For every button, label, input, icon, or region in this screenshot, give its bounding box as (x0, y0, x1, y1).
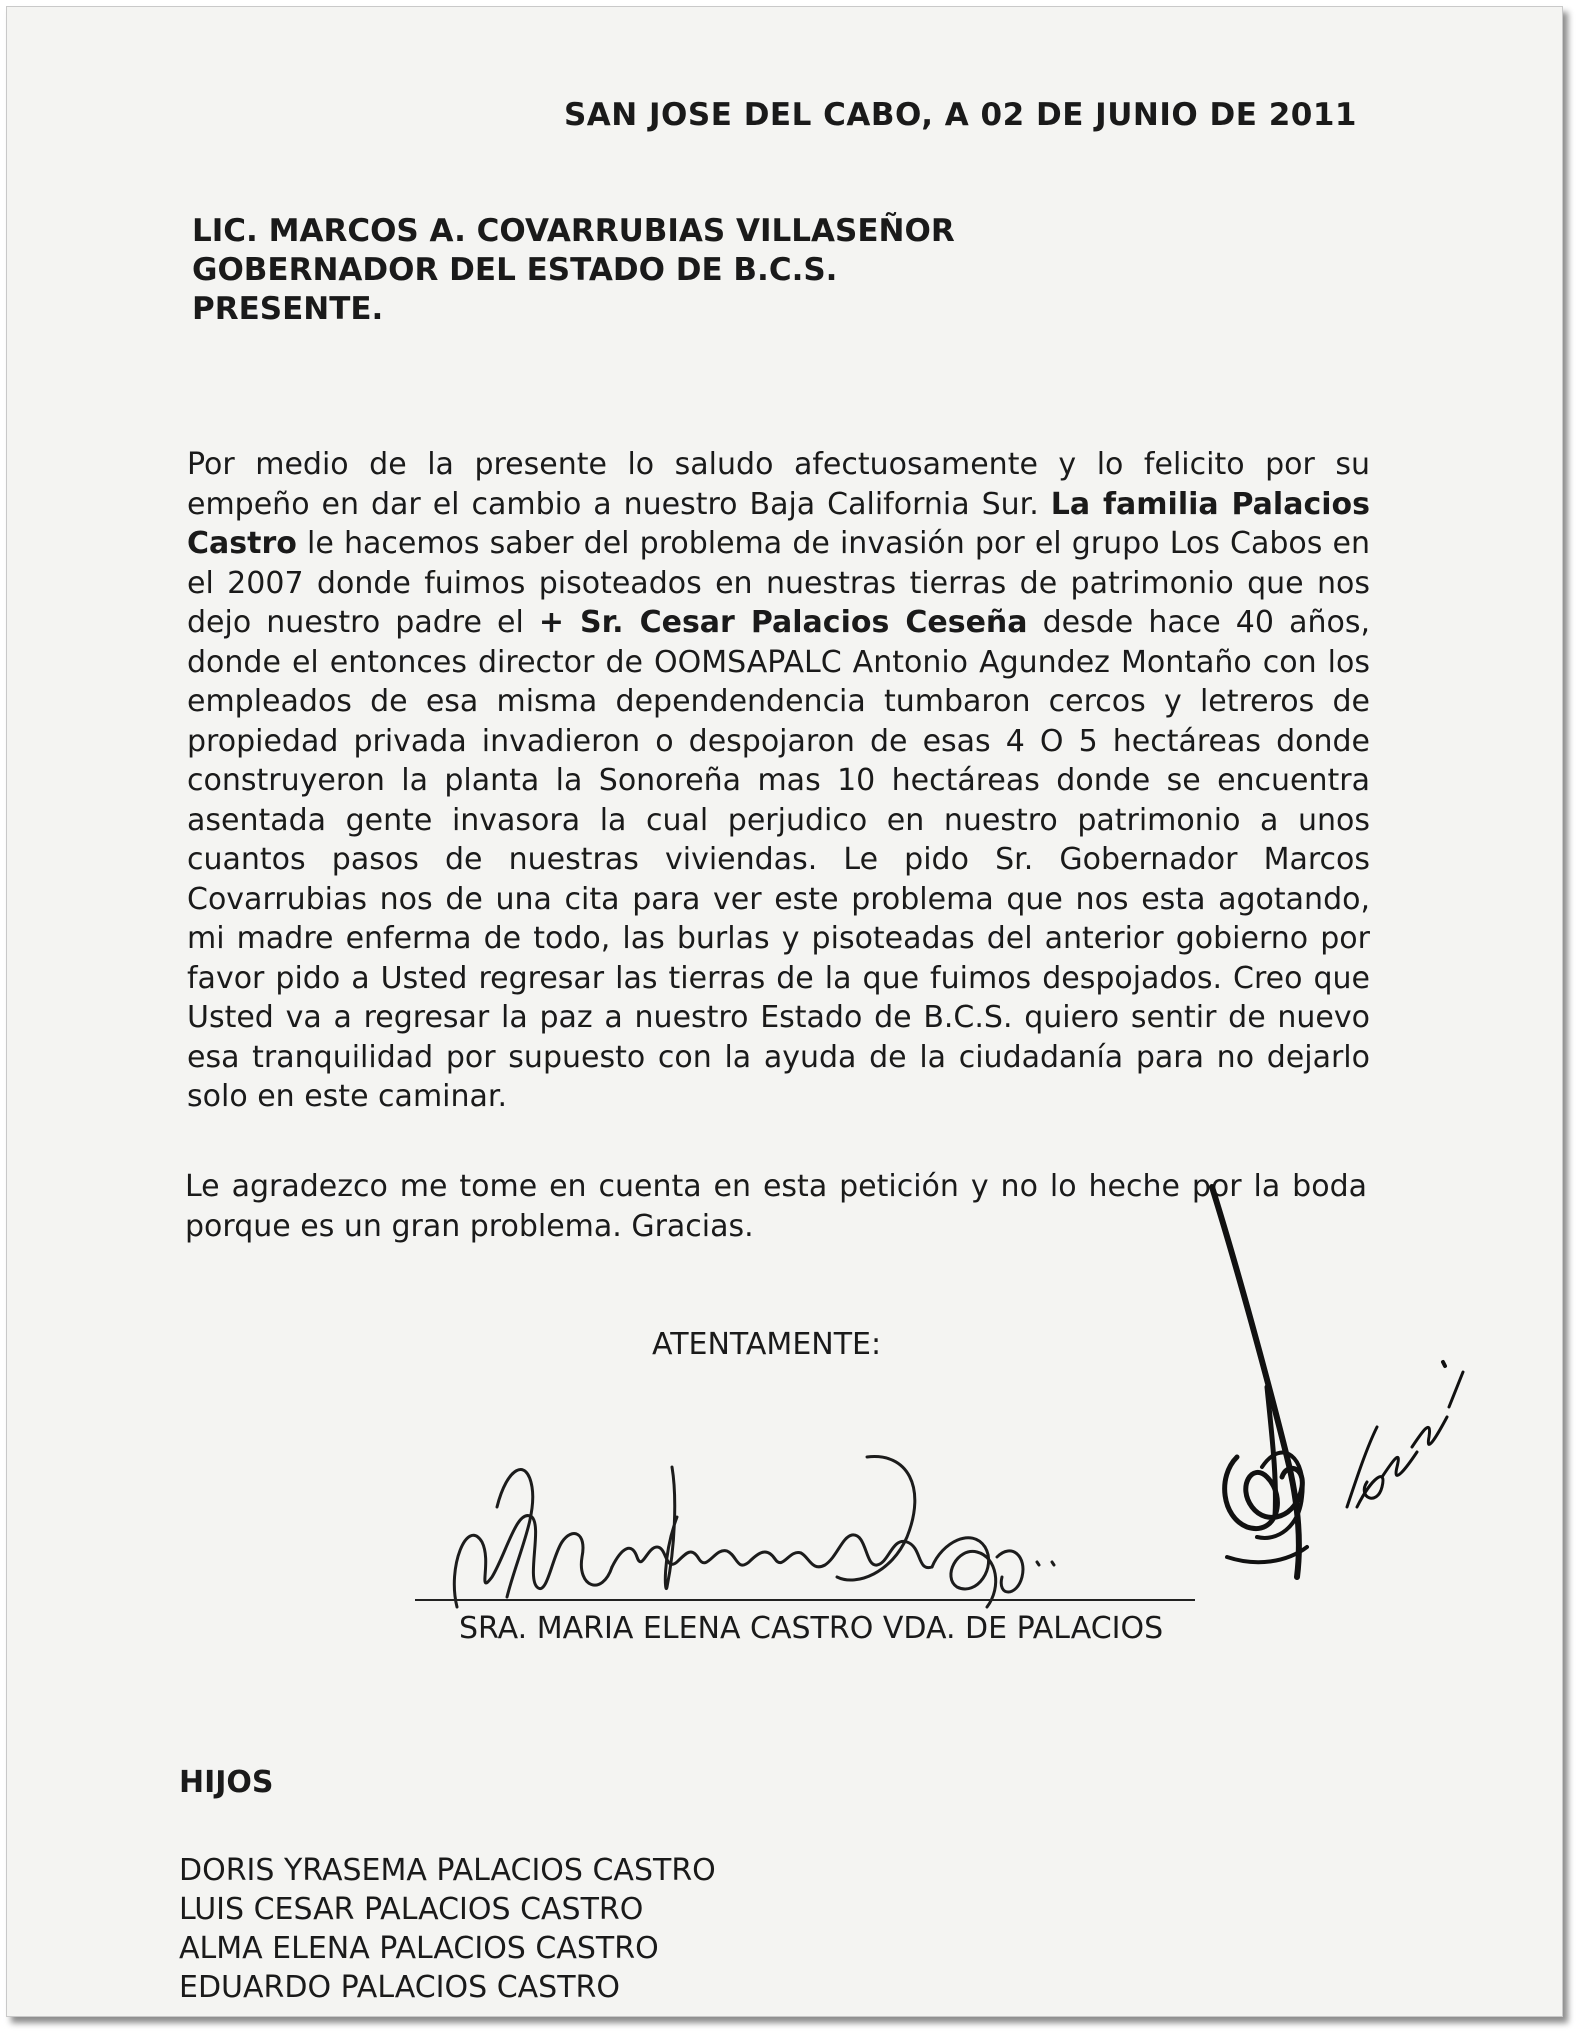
body-bold-family: La familia Palacios Castro (187, 486, 1370, 561)
body-text-1: Por medio de la presente lo saludo afectuosamente y lo felicito por su empeño en dar el cambio a nuestro Baja California Sur. (187, 447, 1370, 522)
addressee-title: GOBERNADOR DEL ESTADO DE B.C.S. (192, 252, 838, 288)
child-name: ALMA ELENA PALACIOS CASTRO (179, 1931, 659, 1966)
closing-paragraph: Le agradezco me tome en cuenta en esta petición y no lo heche por la boda porque es un gran problema. Gracias. (185, 1169, 1367, 1244)
child-name: LUIS CESAR PALACIOS CASTRO (179, 1892, 644, 1927)
body-text-2: le hacemos saber del problema de invasión por el grupo Los Cabos en el 2007 donde fuimos pisoteados en nuestras tierras de patrimonio que nos dejo nuestro padre el (187, 526, 1370, 640)
child-name: EDUARDO PALACIOS CASTRO (179, 1970, 621, 2005)
addressee-presente: PRESENTE. (192, 291, 384, 327)
hijos-heading: HIJOS (179, 1765, 274, 1800)
body-paragraph (187, 445, 1370, 1117)
addressee-block (192, 212, 955, 329)
signer-name: SRA. MARIA ELENA CASTRO VDA. DE PALACIOS (459, 1611, 1164, 1646)
date-line: SAN JOSE DEL CABO, A 02 DE JUNIO DE 2011 (563, 97, 1357, 133)
body-bold-father: + Sr. Cesar Palacios Ceseña (538, 605, 1028, 640)
signature-line (415, 1599, 1195, 1601)
children-list (179, 1851, 716, 2007)
received-signature-mark (1207, 1177, 1467, 1617)
addressee-name: LIC. MARCOS A. COVARRUBIAS VILLASEÑOR (192, 213, 955, 249)
atentamente-label: ATENTAMENTE: (652, 1327, 882, 1362)
child-name: DORIS YRASEMA PALACIOS CASTRO (179, 1853, 716, 1888)
body-text-3: desde hace 40 años, donde el entonces director de OOMSAPALC Antonio Agundez Montaño con los empleados de esa misma dependendencia tumbaron cercos y letreros de propiedad privada invadieron o despojaron de esas 4 O 5 hectáreas donde construyeron la planta la Sonoreña mas 10 hectáreas donde se encuentra asentada gente invasora la cual perjudico en nuestro patrimonio a unos cuantos pasos de nuestras viviendas. Le pido Sr. Gobernador Marcos Covarrubias nos de una cita para ver este problema que nos esta agotando, mi madre enferma de todo, las burlas y pisoteadas del anterior gobierno por favor pido a Usted regresar las tierras de la que fuimos despojados. Creo que Usted va a regresar la paz a nuestro Estado de B.C.S. quiero sentir de nuevo esa tranquilidad por supuesto con la ayuda de la ciudadanía para no dejarlo solo en este caminar. (187, 605, 1370, 1114)
letter-page (7, 7, 1562, 2016)
document-frame (6, 6, 1563, 2017)
